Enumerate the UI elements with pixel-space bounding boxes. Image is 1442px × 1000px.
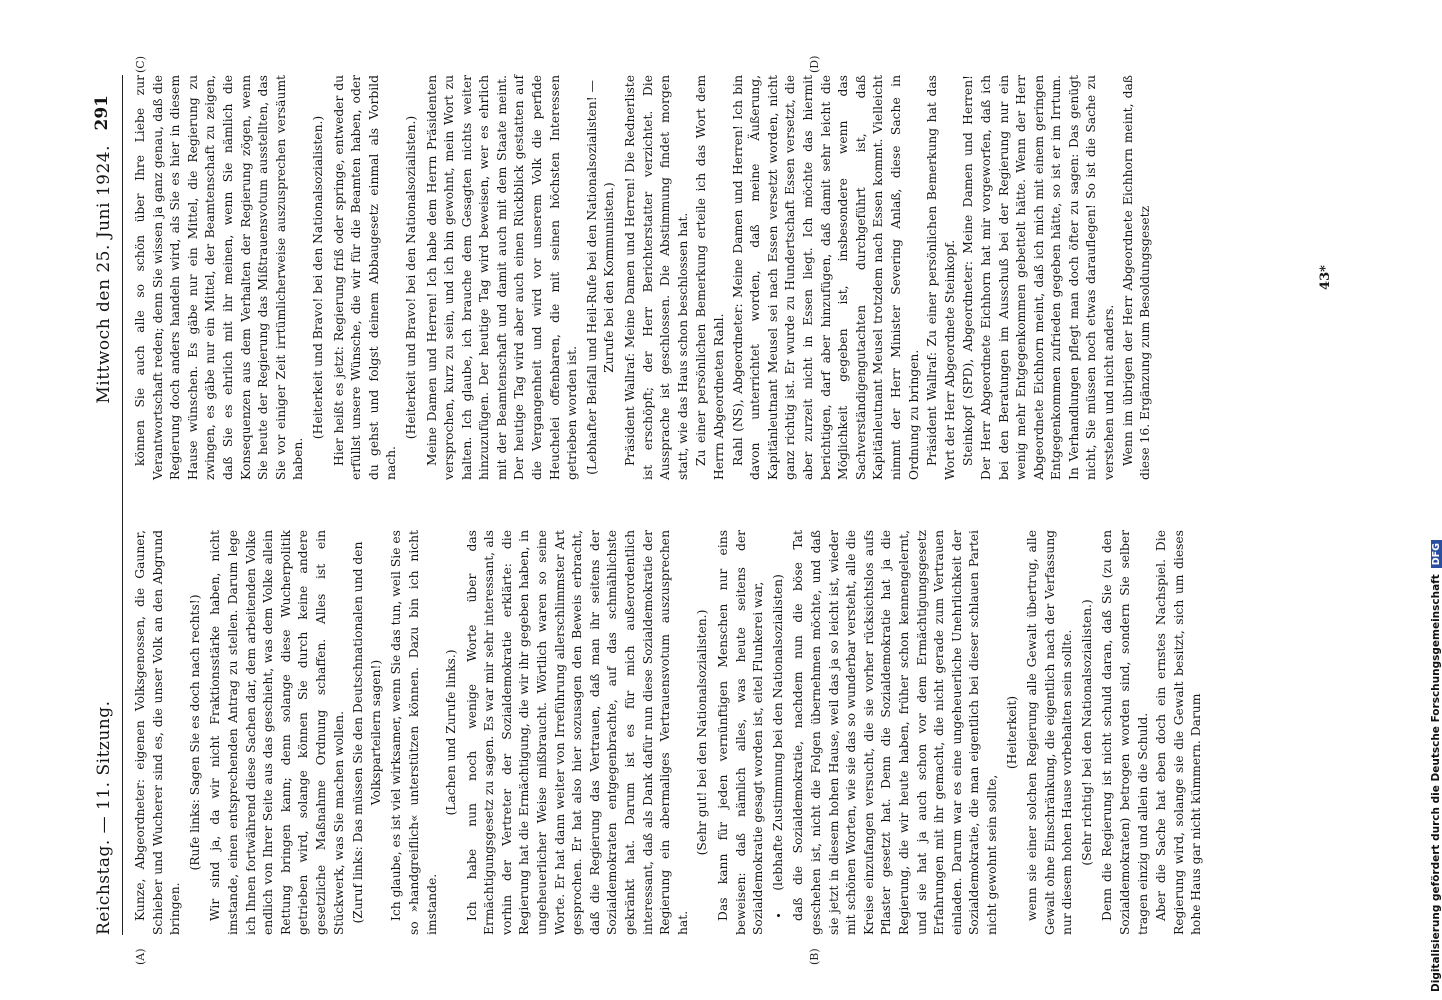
paragraph: Hier heißt es jetzt: Regierung friß oder springe, entweder du erfüllst unsere Wünsche, die wir für die Beamten haben, oder du gehst und folgst deinem Abbaugesetz einmal als Vorbild nach. — [331, 75, 399, 480]
paragraph: Wir sind ja, da wir nicht Fraktionsstärke haben, nicht imstande, einen entsprechenden Antrag zu stellen. Darum lege ich Ihnen fortwährend diese Sachen dar, dem arbeitenden Volke endlich von Ihrer Seite aus das geschieht, was dem Volke allein Rettung bringen kann; denn solange diese Wucherpolitik getrieben wird, solange können Sie durch keine andere gesetzliche Maßnahme Ordnung schaffen. Alles ist ein Stückwerk, was Sie machen wollen. — [208, 530, 346, 935]
paragraph: Das kann für jeden vernünftigen Menschen nur eins beweisen: daß nämlich alles, was heute seitens der Sozialdemokratie gesagt worden ist, eitel Flunkerei war, — [716, 530, 766, 935]
paragraph: Präsident Wallraf: Meine Damen und Herren! Die Rednerliste ist erschöpft; der Herr Berichterstatter verzichtet. Die Aussprache ist geschlossen. Die Abstimmung findet morgen statt, wie das Haus schon beschlossen hat. — [623, 75, 690, 480]
paragraph: Zu einer persönlichen Bemerkung erteile ich das Wort dem Herrn Abgeordneten Rahl. — [694, 75, 726, 480]
margin-mark-b: (B) — [808, 948, 821, 965]
paragraph: daß die Sozialdemokratie, nachdem nun die böse Tat geschehen ist, nicht die Folgen übernehmen möchte, und daß sie jetzt in diesem hohen Hause, weil das ja so leicht ist, wieder mit schönen Worten, wie sie das so wunderbar versteht, alle die Kreise einzufangen versucht, die sie vorher rücksichtslos aufs Pflaster gesetzt hat. Denn die Sozialdemokratie hat ja die Regierung, die wir heute haben, früher schon kennengelernt, und sie hat ja auch schon vor dem Ermächtigungsgesetz Erfahrungen mit ihr gemacht, die nicht gerade zum Vertrauen einladen. Darum war es eine ungeheuerliche Unehrlichkeit der Sozialdemokratie, die man eigentlich bei dieser schlauen Partei nicht gewohnt sein sollte, — [791, 530, 999, 935]
digitization-note — [1416, 8, 1442, 992]
paragraph: Aber die Sache hat eben doch ein ernstes Nachspiel. Die Regierung wird, solange sie die Gewalt besitzt, sich um dieses hohe Haus gar nicht kümmern. Darum — [1154, 530, 1204, 935]
interjection: (Heiterkeit) — [1004, 695, 1019, 770]
interjection: (Sehr richtig! bei den Nationalsozialisten.) — [1079, 599, 1094, 866]
paragraph: Wenn im übrigen der Herr Abgeordnete Eichhorn meint, daß diese 16. Ergänzung zum Besoldungsgesetz — [1120, 75, 1153, 480]
interjection: (Zuruf links: Das müssen Sie den Deutschnationalen und den Volksparteilern sagen!) — [351, 541, 383, 924]
text-column-right — [132, 75, 1327, 480]
paragraph: Präsident Wallraf: Zu einer persönlichen Bemerkung hat das Wort der Herr Abgeordnete Steinkopf. — [925, 75, 957, 480]
speck — [777, 914, 780, 917]
page-header — [88, 75, 123, 935]
interjection: (Heiterkeit und Bravo! bei den Nationalsozialisten.) — [403, 115, 418, 440]
header-left: Reichstag. — 11. Sitzung. — [94, 700, 114, 935]
dfg-logo: DFG — [1431, 540, 1442, 568]
interjection: (Lachen und Zurufe links.) — [444, 649, 459, 816]
paragraph: Ich habe nun noch wenige Worte über das Ermächtigungsgesetz zu sagen. Es war mir sehr interessant, als vorhin der Vertreter der Sozialdemokratie erklärte: die Regierung hat die Ermächtigung, die wir ihr gegeben haben, in ungeheuerlicher Weise mißbraucht. Wörtlich waren so seine Worte. Er hat dann weiter von Irreführung allerschlimmster Art gesprochen. Er hat also hier sozusagen den Beweis erbracht, daß die Regierung das Vertrauen, daß man ihr seitens der Sozialdemokraten entgegenbrachte, auf das schmählichste gekränkt hat. Darum ist es für mich außerordentlich interessant, daß als Dank dafür nun diese Sozialdemokratie der Regierung ein abermaliges Vertrauensvotum auszusprechen hat. — [464, 530, 690, 935]
rotated-page-content — [88, 55, 1333, 965]
digitization-text: Digitalisierung gefördert durch die Deutsche Forschungsgemeinschaft — [1430, 574, 1442, 992]
interjection: (Heiterkeit und Bravo! bei den Nationalsozialisten.) — [310, 115, 325, 440]
interjection: (Sehr gut! bei den Nationalsozialisten.) — [695, 609, 710, 856]
paragraph: Meine Damen und Herren! Ich habe dem Herrn Präsidenten versprochen, kurz zu sein, und ich bin gewohnt, mein Wort zu halten. Ich glaube, ich brauche dem Gesagten nichts weiter hinzuzufügen. Der heutige Tag wird beweisen, wer es ehrlich mit der Beamtenschaft und damit auch mit dem Staate meint. Der heutige Tag wird aber auch einen Rückblick gestatten auf die Vergangenheit und wird vor unserem Volk die perfide Heuchelei offenbaren, die mit seinen höchsten Interessen getrieben worden ist. — [424, 75, 580, 480]
paragraph: Kunze, Abgeordneter: eigenen Volksgenossen, die Gauner, Schieber und Wucherer sind es, die unser Volk an den Abgrund bringen. — [133, 530, 183, 935]
interjection: (lebhafte Zustimmung bei den Nationalsozialisten) — [770, 574, 785, 891]
paragraph: Steinkopf (SPD), Abgeordneter: Meine Damen und Herren! Der Herr Abgeordnete Eichhorn hat mir vorgeworfen, daß ich bei den Beratungen im Ausschuß bei der Regierung nur ein wenig mehr Entgegenkommen gebettelt hätte. Wenn der Herr Abgeordnete Eichhorn meint, daß ich mich mit einem geringen Entgegenkommen zufrieden gegeben hätte, so ist er im Irrtum. In Verhandlungen pflegt man doch öfter zu sagen: Das genügt nicht, Sie müssen noch etwas darauflegen! So ist die Sache zu verstehen und nicht anders. — [961, 75, 1117, 480]
paragraph: wenn sie einer solchen Regierung alle Gewalt übertrug, alle Gewalt ohne Einschränkung, die eigentlich nach der Verfassung nur diesem hohen Hause vorbehalten sein sollte. — [1025, 530, 1075, 935]
paragraph: Denn die Regierung ist nicht schuld daran, daß Sie (zu den Sozialdemokraten) betrogen worden sind, sondern Sie selber tragen einzig und allein die Schuld. — [1100, 530, 1150, 935]
interjection: (Rufe links: Sagen Sie es doch nach rechts!) — [187, 594, 202, 871]
signature-mark: 43* — [1318, 265, 1333, 290]
header-right: Mittwoch den 25. Juni 1924. — [94, 145, 114, 404]
paragraph: Ich glaube, es ist viel wirksamer, wenn Sie das tun, weil Sie es so »handgreiflich« unterstützen können. Dazu bin ich nicht imstande. — [389, 530, 439, 935]
paragraph: können Sie auch alle so schön über Ihre Liebe zur Verantwortschaft reden; denn Sie wissen ja ganz genau, daß die Regierung doch anders handeln wird, als Sie es hier in diesem Hause wünschen. Es gäbe nur ein Mittel, die Regierung zu zwingen, es gäbe nur ein Mittel, der Beamtenschaft zu zeigen, daß Sie es ehrlich mit ihr meinen, wenn Sie nämlich die Konsequenzen aus dem Verhalten der Regierung zögen, wenn Sie heute der Regierung das Mißtrauensvotum ausstellten, das Sie vor einiger Zeit irrtümlicherweise auszusprechen versäumt haben. — [133, 75, 306, 480]
paragraph: Rahl (NS), Abgeordneter: Meine Damen und Herren! Ich bin davon unterrichtet worden, daß meine Äußerung, Kapitänleutnant Meusel sei nach Essen versetzt worden, nicht ganz richtig ist. Er wurde zu Hundertschaft Essen versetzt, die aber zurzeit nicht in Essen liegt. Ich möchte das hiermit berichtigen, darf aber hinzufügen, daß damit sehr leicht die Möglichkeit gegeben ist, insbesondere wenn das Sachverständigengutachten durchgeführt ist, daß Kapitänleutnant Meusel trotzdem nach Essen kommt. Vielleicht nimmt der Herr Minister Severing Anlaß, diese Sache in Ordnung zu bringen. — [730, 75, 921, 480]
interjection: (Lebhafter Beifall und Heil-Rufe bei den Nationalsozialisten! — Zurufe bei den Kommunisten.) — [584, 80, 617, 475]
text-column-left — [132, 530, 1327, 935]
margin-mark-d: (D) — [808, 55, 821, 73]
page-number: 291 — [92, 95, 112, 131]
margin-mark-c: (C) — [134, 56, 147, 73]
margin-mark-a: (A) — [134, 948, 147, 965]
